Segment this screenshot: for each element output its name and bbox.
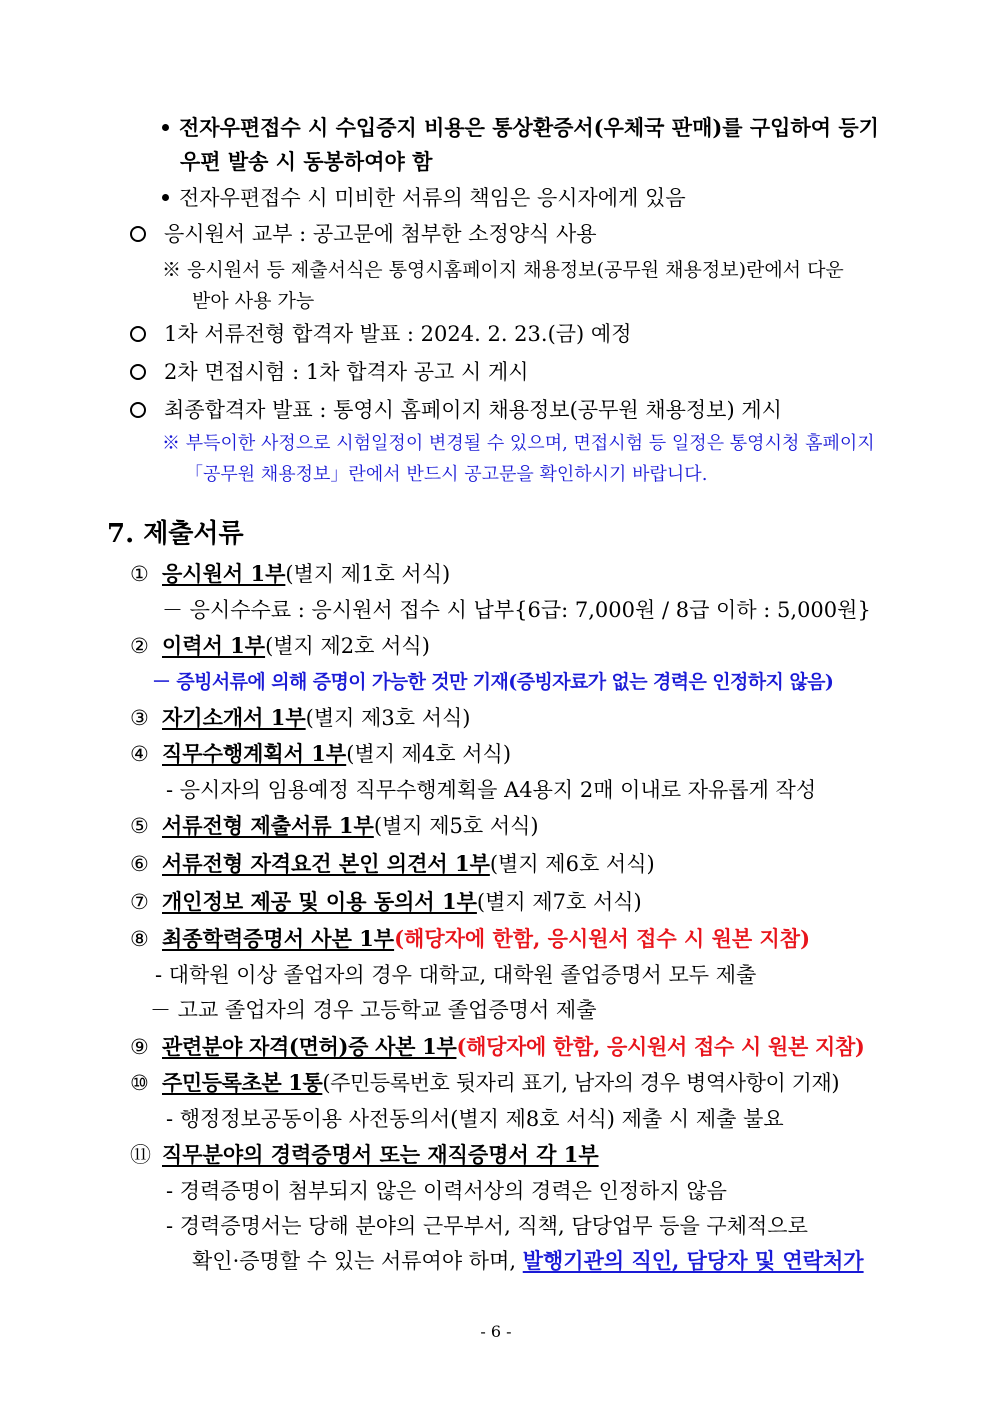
item-detail: (별지 제7호 서식): [476, 890, 642, 914]
sub-item-continuation: [192, 1247, 864, 1275]
item-detail: (주민등록번호 뒷자리 표기, 남자의 경우 병역사항이 기재): [322, 1071, 840, 1095]
document-item: [130, 925, 810, 953]
notice-continuation: 「공무원 채용정보」란에서 반드시 공고문을 확인하시기 바랍니다.: [185, 464, 708, 485]
item-detail: (별지 제2호 서식): [265, 634, 430, 658]
note-line: [162, 256, 897, 284]
circle-item-text: 응시원서 교부 : 공고문에 첨부한 소정양식 사용: [164, 222, 597, 246]
bullet-line: [162, 114, 897, 142]
item-title: 서류전형 자격요건 본인 의견서 1부: [162, 851, 490, 876]
sub-item: － 응시수수료 : 응시원서 접수 시 납부{6급: 7,000원 / 8급 이하 : 5,000원}: [162, 598, 871, 622]
page-number: - 6 -: [480, 1322, 512, 1341]
sub-item: [166, 1212, 896, 1240]
document-item: [130, 1069, 839, 1097]
sub-item: - 대학원 이상 졸업자의 경우 대학교, 대학원 졸업증명서 모두 제출: [155, 963, 757, 987]
item-title: 관련분야 자격(면허)증 사본 1부: [162, 1034, 457, 1059]
item-title: 최종학력증명서 사본 1부: [162, 926, 395, 951]
sub-item: － 증빙서류에 의해 증명이 가능한 것만 기재(증빙자료가 없는 경력은 인정하지 않음): [152, 671, 834, 693]
document-item: [130, 740, 511, 768]
item-detail: (해당자에 한함, 응시원서 접수 시 원본 지참): [394, 926, 811, 951]
document-item: [130, 1033, 865, 1061]
circle-bullet-icon: [130, 402, 146, 418]
note-continuation: 받아 사용 가능: [192, 290, 315, 312]
item-number: ⑩: [130, 1071, 149, 1095]
bullet-text: 전자우편접수 시 미비한 서류의 책임은 응시자에게 있음: [179, 186, 686, 210]
document-item: [130, 1141, 599, 1169]
item-number: ⑤: [130, 814, 149, 838]
item-title: 자기소개서 1부: [162, 705, 306, 730]
document-item: [130, 632, 430, 660]
circle-item-text: 1차 서류전형 합격자 발표 : 2024. 2. 23.(금) 예정: [164, 322, 632, 346]
bullet-continuation: 우편 발송 시 동봉하여야 함: [180, 149, 433, 174]
notice-line: [162, 430, 892, 458]
item-number: ①: [130, 562, 149, 586]
circle-item: [130, 320, 632, 348]
bullet-text: 전자우편접수 시 수입증지 비용은 통상환증서(우체국 판매)를 구입하여 등기: [179, 115, 879, 140]
circle-bullet-icon: [130, 364, 146, 380]
document-item: [130, 850, 655, 878]
item-title: 응시원서 1부: [162, 561, 286, 586]
bullet-dot-icon: [162, 194, 169, 201]
item-number: ③: [130, 706, 149, 730]
item-title: 직무분야의 경력증명서 또는 재직증명서 각 1부: [162, 1142, 599, 1167]
sub-item-text: 확인·증명할 수 있는 서류여야 하며,: [192, 1249, 523, 1273]
document-item: [130, 704, 470, 732]
item-title: 서류전형 제출서류 1부: [162, 813, 374, 838]
sub-item: - 경력증명이 첨부되지 않은 이력서상의 경력은 인정하지 않음: [166, 1179, 727, 1203]
item-title: 직무수행계획서 1부: [162, 741, 347, 766]
item-number: ⑦: [130, 890, 149, 914]
section-heading: 7. 제출서류: [107, 519, 244, 549]
item-number: ④: [130, 742, 149, 766]
bullet-dot-icon: [162, 124, 169, 131]
item-detail: (별지 제1호 서식): [285, 562, 451, 586]
item-detail: (별지 제6호 서식): [489, 852, 655, 876]
circle-item-text: 2차 면접시험 : 1차 합격자 공고 시 게시: [164, 360, 529, 384]
item-detail: (별지 제4호 서식): [346, 742, 512, 766]
sub-item-text: - 경력증명서는 당해 분야의 근무부서, 직책, 담당업무 등을 구체적으로: [166, 1214, 808, 1238]
bullet-line: [162, 184, 686, 212]
document-item: [130, 560, 450, 588]
sub-item-text: - 응시자의 임용예정 직무수행계획을 A4용지 2매 이내로 자유롭게 작성: [166, 778, 817, 802]
highlight-text: 발행기관의 직인, 담당자 및 연락처가: [522, 1248, 864, 1273]
sub-item: - 행정정보공동이용 사전동의서(별지 제8호 서식) 제출 시 제출 불요: [166, 1107, 784, 1131]
item-number: ⑪: [130, 1143, 151, 1167]
item-detail: (별지 제5호 서식): [373, 814, 539, 838]
circle-item: [130, 396, 782, 424]
item-number: ⑨: [130, 1035, 149, 1059]
item-detail: (별지 제3호 서식): [305, 706, 471, 730]
sub-item: － 고교 졸업자의 경우 고등학교 졸업증명서 제출: [150, 998, 597, 1022]
item-number: ②: [130, 634, 149, 658]
circle-item-text: 최종합격자 발표 : 통영시 홈페이지 채용정보(공무원 채용정보) 게시: [164, 398, 782, 422]
sub-item: [166, 776, 896, 804]
circle-item: [130, 358, 529, 386]
circle-item: [130, 220, 597, 248]
item-number: ⑧: [130, 927, 149, 951]
item-title: 주민등록초본 1통: [162, 1070, 323, 1095]
document-item: [130, 888, 642, 916]
item-title: 개인정보 제공 및 이용 동의서 1부: [162, 889, 477, 914]
circle-bullet-icon: [130, 326, 146, 342]
note-text: ※ 응시원서 등 제출서식은 통영시홈페이지 채용정보(공무원 채용정보)란에서 다운: [162, 259, 844, 281]
item-detail: (해당자에 한함, 응시원서 접수 시 원본 지참): [456, 1034, 865, 1059]
item-title: 이력서 1부: [162, 633, 266, 658]
circle-bullet-icon: [130, 226, 146, 242]
item-number: ⑥: [130, 852, 149, 876]
notice-text: ※ 부득이한 사정으로 시험일정이 변경될 수 있으며, 면접시험 등 일정은 통영시청 홈페이지: [162, 433, 875, 454]
document-item: [130, 812, 539, 840]
